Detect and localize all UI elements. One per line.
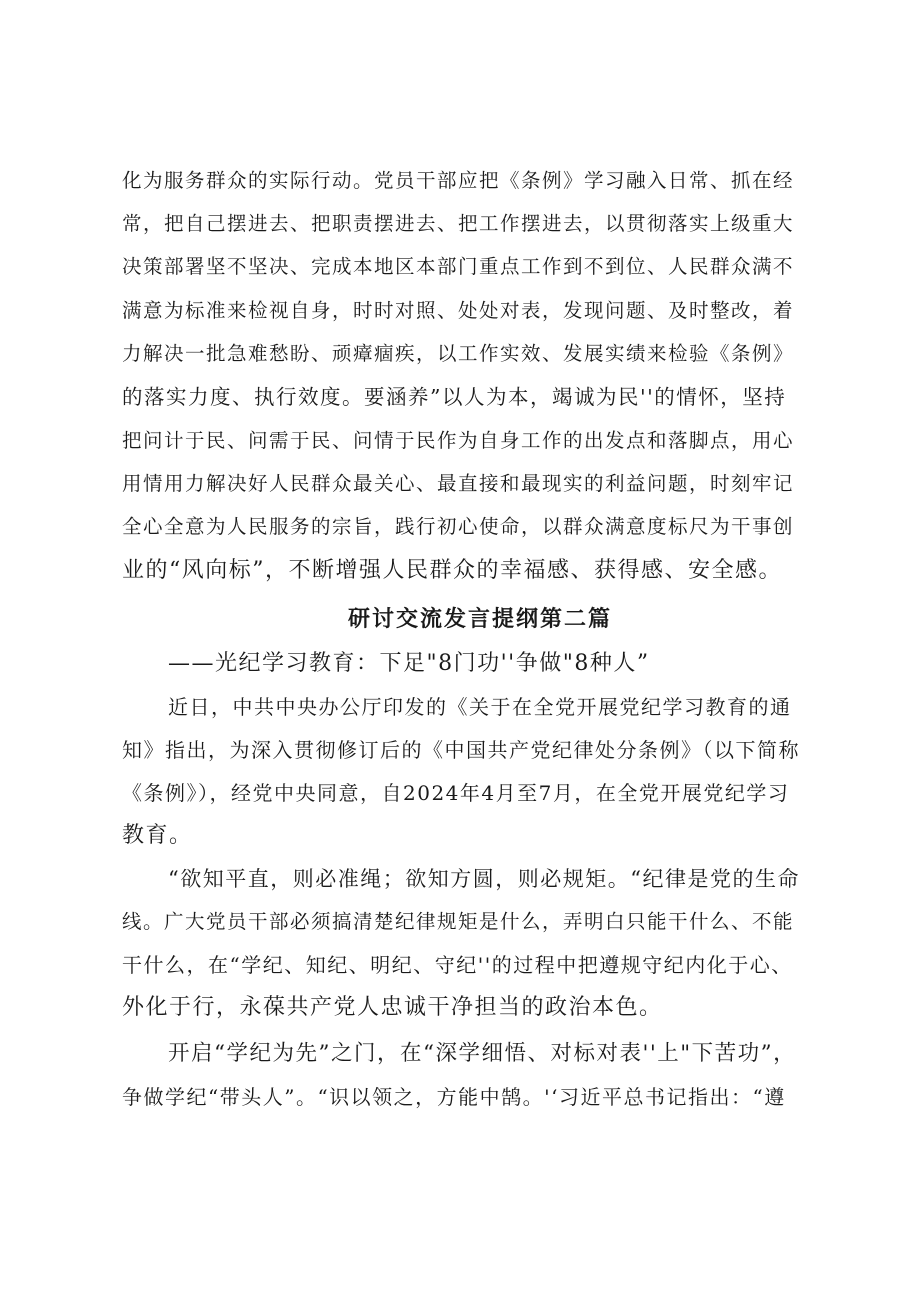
paragraph-1-line-1: 化为服务群众的实际行动。党员干部应把《条例》学习融入日常、抓在经 [122, 169, 795, 192]
paragraph-2-line-3: 《条例》），经党中央同意，自2024年4月至7月，在全党开展党纪学习 [122, 781, 790, 805]
paragraph-3-line-2: 线。广大党员干部必须搞清楚纪律规矩是什么，弄明白只能干什么、不能 [122, 910, 795, 933]
paragraph-3-line-4: 外化于行，永葆共产党人忠诚干净担当的政治本色。 [122, 995, 663, 1020]
paragraph-2-line-1: 近日，中共中央办公厅印发的《关于在全党开展党纪学习教育的通 [168, 695, 792, 719]
paragraph-1-line-6: 的落实力度、执行效度。要涵养”以人为本，竭诚为民''的情怀，坚持 [122, 385, 787, 409]
paragraph-1-line-7: 把问计于民、问需于民、问情于民作为自身工作的出发点和落脚点，用心 [122, 429, 795, 452]
paragraph-1-line-3: 决策部署坚不坚决、完成本地区本部门重点工作到不到位、人民群众满不 [122, 255, 795, 278]
paragraph-4-line-1: 开启“学纪为先”之门，在“深学细悟、对标对表''上"下苦功”， [168, 1041, 797, 1066]
paragraph-1-line-5: 力解决一批急难愁盼、顽瘴痼疾，以工作实效、发展实绩来检验《条例》 [122, 342, 795, 365]
subtitle: ——光纪学习教育：下足"8门功''争做"8种人” [168, 651, 650, 676]
paragraph-3-line-3: 干什么，在“学纪、知纪、明纪、守纪''的过程中把遵规守纪内化于心、 [122, 953, 793, 977]
section-title: 研讨交流发言提纲第二篇 [348, 606, 613, 632]
paragraph-1-line-9: 全心全意为人民服务的宗旨，践行初心使命，以群众满意度标尺为干事创 [122, 515, 795, 538]
paragraph-1-line-4: 满意为标准来检视自身，时时对照、处处对表，发现问题、及时整改，着 [122, 299, 795, 322]
paragraph-3-line-1: “欲知平直，则必准绳；欲知方圆，则必规矩。“纪律是党的生命 [168, 867, 800, 891]
paragraph-1-line-8: 用情用力解决好人民群众最关心、最直接和最现实的利益问题，时刻牢记 [122, 472, 795, 495]
paragraph-4-line-2: 争做学纪“带头人”。“识以领之，方能中鹄。'‘习近平总书记指出：“遵 [122, 1085, 786, 1109]
paragraph-1-line-2: 常，把自己摆进去、把职责摆进去、把工作摆进去，以贯彻落实上级重大 [122, 212, 795, 235]
paragraph-2-line-4: 教育。 [122, 823, 193, 848]
paragraph-1-line-10: 业的“风向标”，不断增强人民群众的幸福感、获得感、安全感。 [122, 558, 782, 583]
paragraph-2-line-2: 知》指出，为深入贯彻修订后的《中国共产党纪律处分条例》（以下简称 [122, 738, 800, 762]
